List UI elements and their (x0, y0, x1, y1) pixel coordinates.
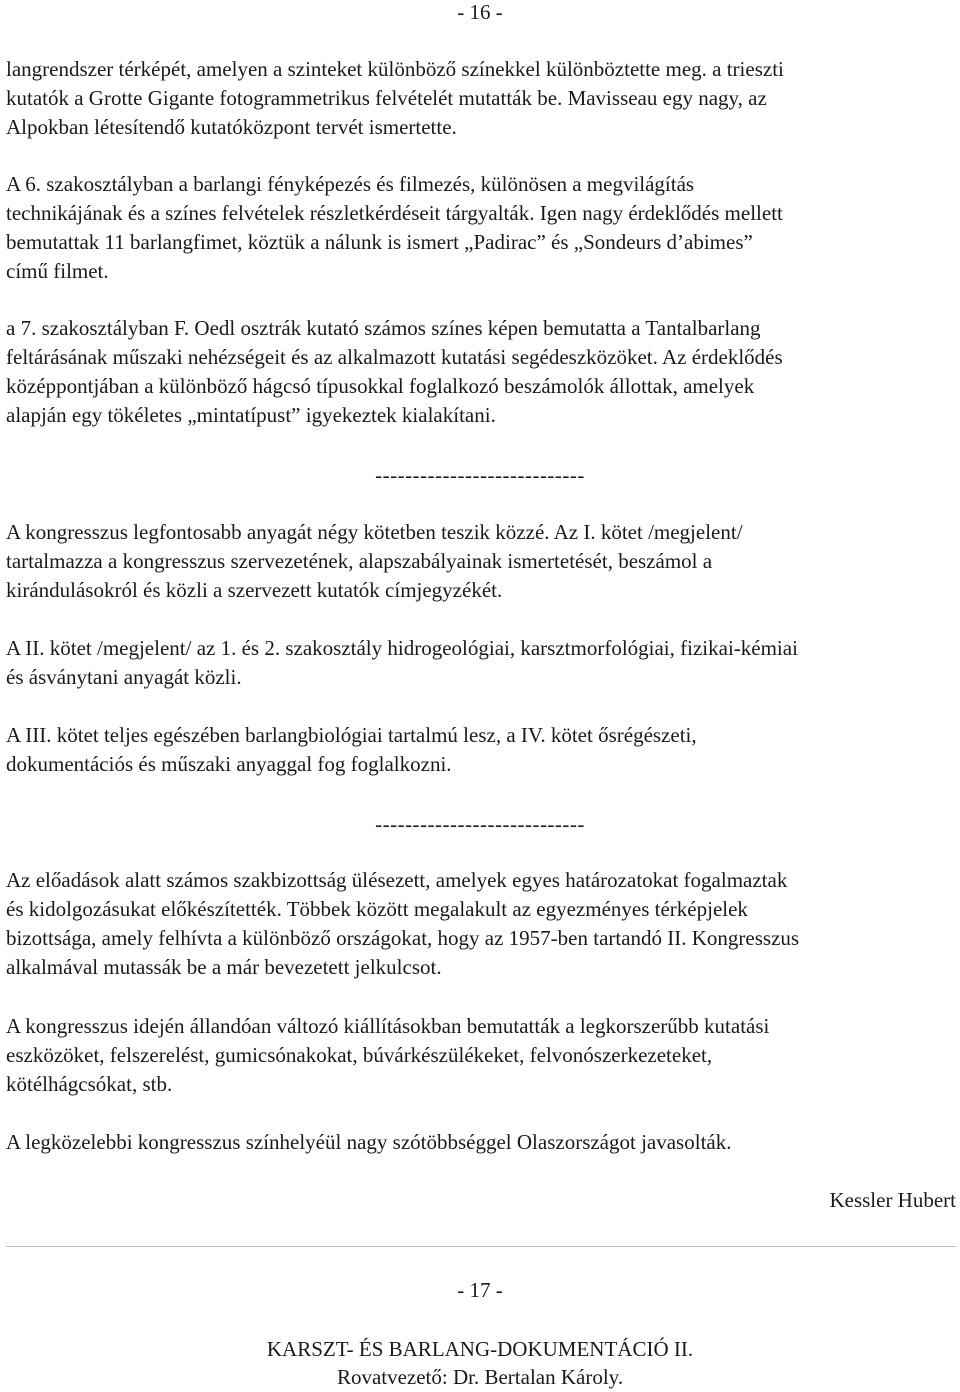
paragraph-9 (6, 1128, 956, 1157)
text-line: kötélhágcsókat, stb. (6, 1072, 173, 1096)
paragraph-3 (6, 314, 956, 430)
paragraph-6 (6, 721, 956, 779)
paragraph-4 (6, 518, 956, 605)
section-separator: ---------------------------- (375, 812, 585, 836)
paragraph-5 (6, 634, 956, 692)
text-line: A III. kötet teljes egészében barlangbiológiai tartalmú lesz, a IV. kötet ősrégészeti, (6, 723, 697, 747)
text-line: Az előadások alatt számos szakbizottság ülésezett, amelyek egyes határozatokat fogalmaztak (6, 868, 788, 892)
text-line: feltárásának műszaki nehézségeit és az alkalmazott kutatási segédeszközöket. Az érdeklődés (6, 345, 783, 369)
text-line: kutatók a Grotte Gigante fotogrammetrikus felvételét mutatták be. Mavisseau egy nagy, az (6, 86, 767, 110)
paragraph-7 (6, 866, 956, 982)
text-line: A II. kötet /megjelent/ az 1. és 2. szakosztály hidrogeológiai, karsztmorfológiai, fizikai-kémiai (6, 636, 798, 660)
text-line: eszközöket, felszerelést, gumicsónakokat, búvárkészülékeket, felvonószerkezeteket, (6, 1043, 713, 1067)
text-line: technikájának és a színes felvételek részletkérdéseit tárgyalták. Igen nagy érdeklődés mellett (6, 201, 783, 225)
text-line: alkalmával mutassák be a már bevezetett jelkulcsot. (6, 955, 442, 979)
text-line: bizottsága, amely felhívta a különböző országokat, hogy az 1957-ben tartandó II. Kongresszus (6, 926, 800, 950)
paragraph-8 (6, 1012, 956, 1099)
text-line: dokumentációs és műszaki anyaggal fog foglalkozni. (6, 752, 452, 776)
text-line: Alpokban létesítendő kutatóközpont tervét ismertette. (6, 115, 457, 139)
text-line: A kongresszus idején állandóan változó kiállításokban bemutatták a legkorszerűbb kutatási (6, 1014, 770, 1038)
text-line: bemutattak 11 barlangfimet, köztük a nálunk is ismert „Padirac” és „Sondeurs d’abimes” (6, 230, 753, 254)
text-line: tartalmazza a kongresszus szervezetének, alapszabályainak ismertetését, beszámol a (6, 549, 713, 573)
divider (6, 1246, 956, 1247)
author-signature: Kessler Hubert (829, 1188, 956, 1212)
text-line: alapján egy tökéletes „mintatípust” igyekeztek kialakítani. (6, 403, 496, 427)
page-number-bottom: - 17 - (457, 1278, 503, 1302)
text-line: című filmet. (6, 259, 109, 283)
text-line: és ásványtani anyagát közli. (6, 665, 242, 689)
text-line: a 7. szakosztályban F. Oedl osztrák kutató számos színes képen bemutatta a Tantalbarlang (6, 316, 761, 340)
paragraph-2 (6, 170, 956, 286)
text-line: A legközelebbi kongresszus színhelyéül nagy szótöbbséggel Olaszországot javasolták. (6, 1130, 732, 1154)
section-separator: ---------------------------- (375, 463, 585, 487)
text-line: középpontjában a különböző hágcsó típusokkal foglalkozó beszámolók állottak, amelyek (6, 374, 755, 398)
text-line: A 6. szakosztályban a barlangi fényképezés és filmezés, különösen a megvilágítás (6, 172, 695, 196)
paragraph-1 (6, 55, 956, 142)
text-line: és kidolgozásukat előkészítették. Többek között megalakult az egyezményes térképjelek (6, 897, 748, 921)
page-number-top: - 16 - (457, 0, 503, 24)
text-line: A kongresszus legfontosabb anyagát négy kötetben teszik közzé. Az I. kötet /megjelent/ (6, 520, 743, 544)
publication-title: KARSZT- ÉS BARLANG-DOKUMENTÁCIÓ II. (266, 1337, 694, 1361)
text-line: langrendszer térképét, amelyen a szinteket különböző színekkel különböztette meg. a trieszti (6, 57, 784, 81)
text-line: kirándulásokról és közli a szervezett kutatók címjegyzékét. (6, 578, 503, 602)
editor-credit: Rovatvezető: Dr. Bertalan Károly. (336, 1365, 624, 1389)
